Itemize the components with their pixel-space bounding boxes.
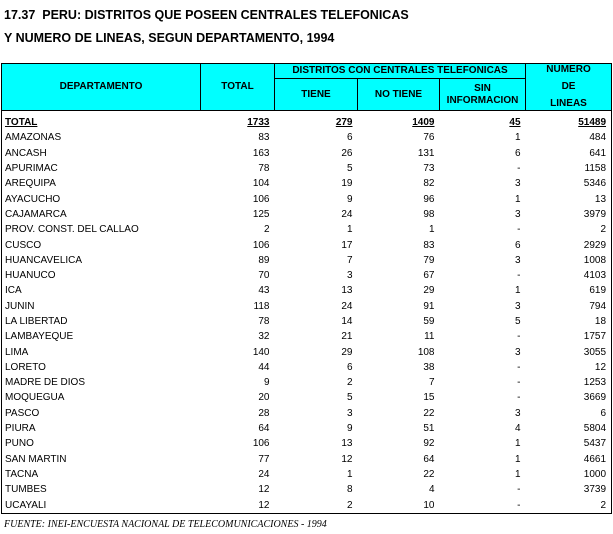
tiene-cell: 17: [341, 239, 353, 251]
tiene-cell: 24: [341, 300, 353, 312]
sin-info-cell: 3: [514, 254, 521, 266]
no-tiene-cell: 22: [423, 468, 435, 480]
total-cell: 83: [258, 132, 270, 144]
departamento-cell: JUNIN: [2, 299, 201, 314]
header-tiene: TIENE: [275, 79, 358, 111]
total-no-tiene-value: 1409: [412, 117, 435, 129]
departamento-cell: LORETO: [2, 360, 201, 375]
sin-info-cell: 3: [514, 178, 521, 190]
total-cell: [201, 115, 275, 130]
lineas-cell: 5804: [526, 421, 612, 436]
sin-info-cell: 5: [514, 316, 521, 327]
sin-info-cell: 6: [514, 147, 521, 159]
table-row: [2, 452, 612, 467]
sin-info-cell: 1: [514, 438, 521, 450]
table-row: [2, 299, 612, 314]
no-tiene-cell: 91: [423, 300, 435, 312]
no-tiene-cell: 67: [423, 270, 435, 282]
lineas-cell: 2929: [526, 237, 612, 252]
table-row: [2, 237, 612, 252]
table-row: [2, 467, 612, 482]
tiene-cell: 6: [346, 132, 353, 144]
sin-info-cell: -: [517, 163, 521, 175]
sin-info-cell: 1: [514, 453, 521, 465]
departamento-cell: HUANCAVELICA: [2, 253, 201, 268]
sin-info-cell: 1: [514, 193, 521, 205]
table-row: [2, 344, 612, 359]
total-cell: 89: [258, 254, 270, 266]
departamento-cell: PROV. CONST. DEL CALLAO: [2, 222, 201, 237]
no-tiene-cell: 96: [423, 193, 435, 205]
lineas-cell: 3739: [526, 482, 612, 497]
table-title-line-2: Y NUMERO DE LINEAS, SEGUN DEPARTAMENTO, 1994: [4, 31, 335, 45]
lineas-cell: 484: [526, 130, 612, 145]
no-tiene-cell: 4: [428, 484, 435, 496]
departamento-cell: TACNA: [2, 467, 201, 482]
tiene-cell: 3: [346, 270, 353, 282]
tiene-cell: 13: [341, 285, 353, 297]
table-row: [2, 191, 612, 206]
lineas-cell: 1008: [526, 253, 612, 268]
source-note: FUENTE: INEI-ENCUESTA NACIONAL DE TELECOMUNICACIONES - 1994: [4, 519, 327, 530]
tiene-cell: 1: [346, 224, 353, 236]
lineas-cell: 1158: [526, 161, 612, 176]
lineas-cell: 12: [526, 360, 612, 375]
lineas-cell: 619: [526, 283, 612, 298]
sin-info-cell: -: [517, 270, 521, 282]
no-tiene-cell: 38: [423, 361, 435, 373]
sin-info-cell: -: [517, 361, 521, 373]
total-cell: 104: [252, 178, 270, 190]
total-cell: 106: [252, 438, 270, 450]
departamento-cell: LAMBAYEQUE: [2, 329, 201, 344]
table-row: [2, 176, 612, 191]
header-total: TOTAL: [201, 64, 275, 111]
departamento-cell: MOQUEGUA: [2, 390, 201, 405]
tiene-cell: 2: [346, 377, 353, 389]
lineas-cell: 2: [526, 497, 612, 513]
total-lineas-value: 51489: [578, 117, 607, 129]
total-cell: 9: [263, 377, 270, 389]
header-group-distritos: DISTRITOS CON CENTRALES TELEFONICAS: [275, 64, 526, 79]
lineas-cell: 4103: [526, 268, 612, 283]
total-cell: 106: [252, 239, 270, 251]
header-sin-line-2: INFORMACION: [446, 94, 519, 106]
lineas-cell: 5437: [526, 436, 612, 451]
no-tiene-cell: 73: [423, 163, 435, 175]
tiene-cell: 3: [346, 407, 353, 419]
tiene-cell: 5: [346, 163, 353, 175]
table-row: [2, 314, 612, 329]
table-row: [2, 268, 612, 283]
no-tiene-cell: 51: [423, 423, 435, 435]
sin-info-cell: 3: [514, 300, 521, 312]
table-row: [2, 436, 612, 451]
no-tiene-cell: 29: [423, 285, 435, 297]
total-cell: 24: [258, 468, 270, 480]
total-cell: 2: [263, 224, 270, 236]
total-cell: 44: [258, 361, 270, 373]
lineas-cell: 1253: [526, 375, 612, 390]
no-tiene-cell: 82: [423, 178, 435, 190]
sin-info-cell: 1: [514, 285, 521, 297]
sin-info-cell: 3: [514, 346, 521, 358]
departamento-cell: ANCASH: [2, 146, 201, 161]
total-cell: 12: [201, 497, 275, 513]
departamento-cell: PASCO: [2, 406, 201, 421]
lineas-cell: 4661: [526, 452, 612, 467]
table-row: [2, 222, 612, 237]
table-body: [2, 111, 612, 514]
departamento-cell: LIMA: [2, 344, 201, 359]
sin-info-cell: -: [517, 392, 521, 404]
sin-info-cell: 1: [514, 468, 521, 480]
table-row: [2, 375, 612, 390]
sin-info-cell: 1: [514, 132, 521, 144]
table-row: [2, 161, 612, 176]
no-tiene-cell: 98: [423, 208, 435, 220]
no-tiene-cell: 76: [423, 132, 435, 144]
tiene-cell: 9: [346, 423, 353, 435]
tiene-cell: 24: [341, 208, 353, 220]
table-row: [2, 421, 612, 436]
tiene-cell: 12: [341, 453, 353, 465]
header-departamento: DEPARTAMENTO: [2, 64, 201, 111]
departamento-cell: CUSCO: [2, 237, 201, 252]
total-cell: 70: [258, 270, 270, 282]
total-tiene-value: 279: [335, 117, 353, 129]
no-tiene-cell: 11: [424, 331, 435, 343]
sin-info-cell: 4: [514, 423, 521, 435]
lineas-cell: 6: [526, 406, 612, 421]
total-cell: 125: [252, 208, 270, 220]
total-cell: 77: [258, 453, 270, 465]
total-label: TOTAL: [5, 117, 38, 129]
total-cell: 78: [258, 163, 270, 175]
total-cell: 12: [258, 484, 270, 496]
no-tiene-cell: 10: [358, 497, 440, 513]
sin-info-cell: -: [517, 331, 521, 343]
lineas-cell: 18: [526, 314, 612, 329]
header-sin-line-1: SIN: [474, 82, 491, 94]
table-row: [2, 283, 612, 298]
table-row: [2, 329, 612, 344]
no-tiene-cell: 1: [428, 224, 435, 236]
departamento-cell: APURIMAC: [2, 161, 201, 176]
table-header: [2, 64, 612, 111]
total-lineas-cell: [526, 115, 612, 130]
sin-info-cell: -: [517, 484, 521, 496]
no-tiene-cell: 59: [423, 316, 435, 327]
tiene-cell: 1: [346, 468, 353, 480]
tiene-cell: 5: [346, 392, 353, 404]
header-sin-informacion: [440, 79, 526, 111]
table-row: [2, 360, 612, 375]
departamento-cell: LA LIBERTAD: [2, 314, 201, 329]
total-label-cell: [2, 115, 201, 130]
no-tiene-cell: 64: [423, 453, 435, 465]
tiene-cell: 14: [341, 316, 353, 327]
table-row: [2, 390, 612, 405]
table-row: [2, 406, 612, 421]
lineas-cell: 13: [526, 191, 612, 206]
departamento-cell: UCAYALI: [2, 497, 201, 513]
departamento-cell: MADRE DE DIOS: [2, 375, 201, 390]
total-cell: 106: [252, 193, 270, 205]
total-cell: 32: [258, 331, 270, 343]
no-tiene-cell: 7: [428, 377, 435, 389]
total-tiene-cell: [275, 115, 358, 130]
total-cell: 43: [258, 285, 270, 297]
tiene-cell: 9: [346, 193, 353, 205]
no-tiene-cell: 108: [417, 346, 435, 358]
lineas-cell: 5346: [526, 176, 612, 191]
sin-info-cell: -: [517, 377, 521, 389]
departamento-cell: AMAZONAS: [2, 130, 201, 145]
lineas-cell: 641: [526, 146, 612, 161]
lineas-cell: 3055: [526, 344, 612, 359]
tiene-cell: 13: [341, 438, 353, 450]
tiene-cell: 7: [346, 254, 353, 266]
total-cell: 118: [253, 300, 270, 312]
no-tiene-cell: 83: [423, 239, 435, 251]
sin-info-cell: -: [517, 224, 521, 236]
total-sin-info-cell: [440, 115, 526, 130]
total-cell: 163: [252, 147, 270, 159]
total-row: [2, 115, 612, 130]
no-tiene-cell: 131: [417, 147, 435, 159]
departamento-cell: SAN MARTIN: [2, 452, 201, 467]
tiene-cell: 6: [346, 361, 353, 373]
departamento-cell: ICA: [2, 283, 201, 298]
header-numero-line-2: DE: [561, 81, 576, 92]
tiene-cell: 19: [341, 178, 353, 190]
lineas-cell: 3669: [526, 390, 612, 405]
tiene-cell: 29: [341, 346, 353, 358]
tiene-cell: 2: [275, 497, 358, 513]
table-row: [2, 207, 612, 222]
tiene-cell: 21: [341, 331, 353, 343]
departamento-cell: CAJAMARCA: [2, 207, 201, 222]
no-tiene-cell: 22: [423, 407, 435, 419]
header-numero-lineas: [526, 64, 612, 111]
total-no-tiene-cell: [358, 115, 440, 130]
header-numero-line-3: LINEAS: [550, 98, 587, 109]
departamento-cell: PUNO: [2, 436, 201, 451]
table-row: [2, 482, 612, 497]
lineas-cell: 2: [526, 222, 612, 237]
total-sin-info-value: 45: [509, 117, 521, 129]
table-row: [2, 130, 612, 145]
departamento-cell: TUMBES: [2, 482, 201, 497]
total-value: 1733: [247, 117, 270, 129]
no-tiene-cell: 79: [423, 254, 435, 266]
total-cell: 20: [258, 392, 270, 404]
total-cell: 64: [258, 423, 270, 435]
header-numero-line-1: NUMERO: [546, 64, 591, 75]
total-cell: 140: [252, 346, 270, 358]
sin-info-cell: -: [440, 497, 526, 513]
lineas-cell: 1757: [526, 329, 612, 344]
tiene-cell: 8: [346, 484, 353, 496]
lineas-cell: 794: [526, 299, 612, 314]
total-cell: 28: [258, 407, 270, 419]
districts-table: [1, 63, 612, 514]
header-no-tiene: NO TIENE: [358, 79, 440, 111]
table-row: [2, 253, 612, 268]
sin-info-cell: 3: [514, 407, 521, 419]
departamento-cell: AYACUCHO: [2, 191, 201, 206]
lineas-cell: 1000: [526, 467, 612, 482]
table-row: [2, 146, 612, 161]
departamento-cell: HUANUCO: [2, 268, 201, 283]
tiene-cell: 26: [341, 147, 353, 159]
table-title-line-1: 17.37 PERU: DISTRITOS QUE POSEEN CENTRALES TELEFONICAS: [4, 8, 409, 22]
sin-info-cell: 3: [514, 208, 521, 220]
sin-info-cell: 6: [514, 239, 521, 251]
table-row: [2, 497, 612, 513]
departamento-cell: PIURA: [2, 421, 201, 436]
total-cell: 78: [258, 316, 270, 327]
departamento-cell: AREQUIPA: [2, 176, 201, 191]
no-tiene-cell: 92: [423, 438, 435, 450]
no-tiene-cell: 15: [423, 392, 435, 404]
lineas-cell: 3979: [526, 207, 612, 222]
